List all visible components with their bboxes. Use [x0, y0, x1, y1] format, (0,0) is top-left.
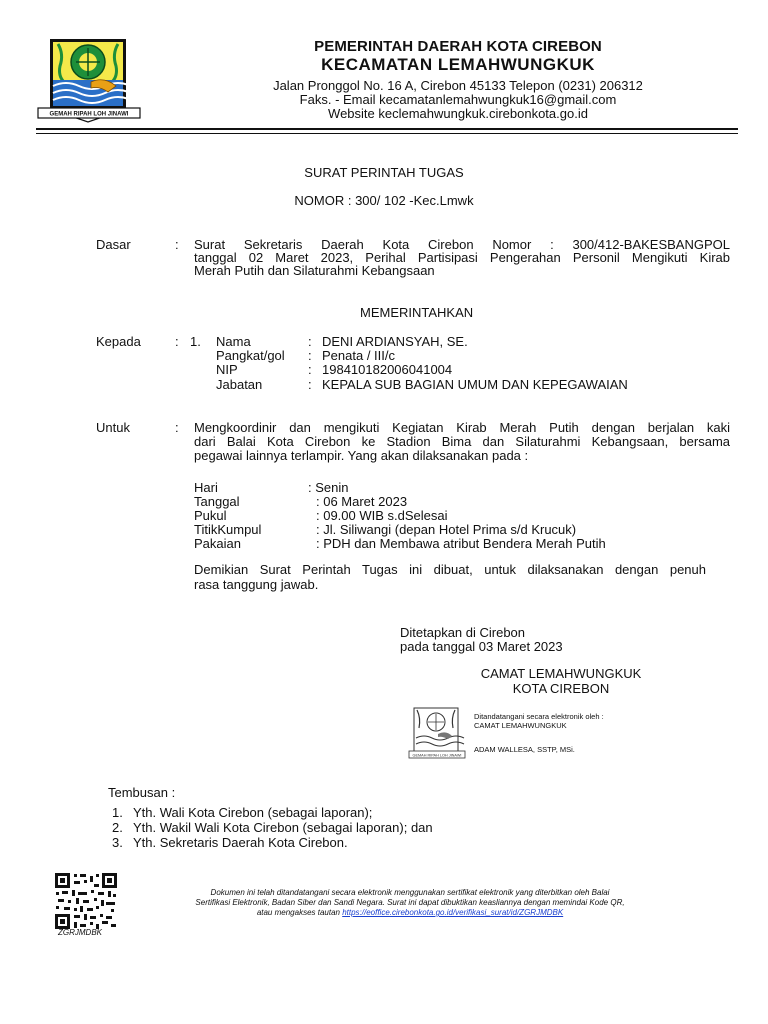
dasar-label: Dasar [96, 237, 131, 252]
schedule-value-hari: : Senin [308, 480, 349, 495]
qr-code-icon[interactable] [54, 872, 118, 930]
schedule-value-pukul: : 09.00 WIB s.dSelesai [316, 508, 448, 523]
dasar-line-1: Surat Sekretaris Daerah Kota Cirebon Nomor : 300/412-BAKESBANGPOL [194, 237, 730, 252]
field-colon: : [308, 377, 312, 392]
schedule-value-tanggal: : 06 Maret 2023 [316, 494, 408, 509]
schedule-label-tanggal: Tanggal [194, 494, 240, 509]
header-rule-thin [36, 133, 738, 134]
document-title: SURAT PERINTAH TUGAS [304, 165, 464, 180]
field-label-pangkat: Pangkat/gol [216, 348, 285, 363]
field-colon: : [308, 362, 312, 377]
document-number: NOMOR : 300/ 102 -Kec.Lmwk [294, 193, 474, 208]
website-line: Website keclemahwungkuk.cirebonkota.go.id [328, 106, 588, 121]
signature-date: pada tanggal 03 Maret 2023 [400, 639, 563, 654]
dasar-line-3: Merah Putih dan Silaturahmi Kebangsaan [194, 263, 435, 278]
tembusan-item-number: 3. [112, 835, 123, 850]
verification-link[interactable]: https://eoffice.cirebonkota.go.id/verifikasi_surat/id/ZGRJMDBK [342, 908, 564, 917]
field-value-jabatan: KEPALA SUB BAGIAN UMUM DAN KEPEGAWAIAN [322, 377, 628, 392]
esign-note-line-2: CAMAT LEMAHWUNGKUK [474, 721, 567, 730]
signature-logo-ribbon-text: GEMAH RIPAH LOH JINAWI [412, 753, 462, 758]
field-label-jabatan: Jabatan [216, 377, 263, 392]
signatory-title-2: KOTA CIREBON [512, 681, 610, 696]
dasar-colon: : [175, 237, 179, 252]
field-colon: : [308, 348, 312, 363]
field-value-pangkat: Penata / III/c [322, 348, 395, 363]
signatory-name: ADAM WALLESA, SSTP, MSi. [474, 745, 575, 754]
command-heading: MEMERINTAHKAN [360, 305, 474, 320]
fax-email-line: Faks. - Email kecamatanlemahwungkuk16@gmail.com [299, 92, 617, 107]
closing-line-2: rasa tanggung jawab. [194, 577, 319, 592]
org-line-2: KECAMATAN LEMAHWUNGKUK [321, 55, 595, 74]
tembusan-item: Yth. Wakil Wali Kota Cirebon (sebagai laporan); dan [133, 820, 433, 835]
kepada-colon: : [175, 334, 179, 349]
logo-ribbon-text: GEMAH RIPAH LOH JINAWI [49, 111, 129, 118]
footer-line-3-prefix: atau mengakses tautan [256, 908, 343, 917]
schedule-label-pakaian: Pakaian [194, 536, 241, 551]
untuk-line-3: pegawai lainnya terlampir. Yang akan dilaksanakan pada : [194, 448, 529, 463]
dasar-line-2: tanggal 02 Maret 2023, Perihal Partisipasi Pengerahan Personil Mengikuti Kirab [194, 250, 730, 265]
kepada-label: Kepada [96, 334, 141, 349]
schedule-value-titik-kumpul: : Jl. Siliwangi (depan Hotel Prima s/d Krucuk) [316, 522, 577, 537]
untuk-line-2: dari Balai Kota Cirebon ke Stadion Bima dan Silaturahmi Kebangsaan, bersama [194, 434, 730, 449]
header-rule-thick [36, 128, 738, 130]
field-label-nip: NIP [216, 362, 238, 377]
schedule-value-pakaian: : PDH dan Membawa atribut Bendera Merah Putih [316, 536, 606, 551]
signatory-title-1: CAMAT LEMAHWUNGKUK [480, 666, 642, 681]
signature-crest-logo [408, 706, 466, 762]
schedule-label-pukul: Pukul [194, 508, 227, 523]
kepada-number: 1. [190, 334, 201, 349]
tembusan-item: Yth. Sekretaris Daerah Kota Cirebon. [133, 835, 348, 850]
tembusan-item-number: 2. [112, 820, 123, 835]
footer-line-1: Dokumen ini telah ditandatangani secara elektronik menggunakan sertifikat elektronik yang diterbitkan oleh Balai [210, 888, 610, 897]
closing-line-1: Demikian Surat Perintah Tugas ini dibuat, untuk dilaksanakan dengan penuh [194, 562, 706, 577]
esign-note-line-1: Ditandatangani secara elektronik oleh : [474, 712, 604, 721]
schedule-label-titik-kumpul: TitikKumpul [194, 522, 262, 537]
schedule-label-hari: Hari [194, 480, 218, 495]
qr-code-label: ZGRJMDBK [58, 928, 102, 937]
org-line-1: PEMERINTAH DAERAH KOTA CIREBON [314, 38, 602, 55]
tembusan-item-number: 1. [112, 805, 123, 820]
untuk-colon: : [175, 420, 179, 435]
tembusan-item: Yth. Wali Kota Cirebon (sebagai laporan); [133, 805, 373, 820]
city-crest-logo [36, 36, 142, 124]
footer-line-2: Sertifikasi Elektronik, Badan Siber dan Sandi Negara. Surat ini dapat dibuktikan keasliannya dengan memindai Kode QR, [195, 898, 625, 907]
untuk-line-1: Mengkoordinir dan mengikuti Kegiatan Kirab Merah Putih dengan berjalan kaki [194, 420, 730, 435]
field-value-nip: 198410182006041004 [322, 362, 453, 377]
field-colon: : [308, 334, 312, 349]
address-line: Jalan Pronggol No. 16 A, Cirebon 45133 Telepon (0231) 206312 [273, 78, 643, 93]
field-label-nama: Nama [216, 334, 251, 349]
field-value-nama: DENI ARDIANSYAH, SE. [322, 334, 468, 349]
tembusan-label: Tembusan : [108, 785, 176, 800]
signature-place: Ditetapkan di Cirebon [400, 625, 526, 640]
footer-line-3 [130, 908, 690, 918]
untuk-label: Untuk [96, 420, 130, 435]
